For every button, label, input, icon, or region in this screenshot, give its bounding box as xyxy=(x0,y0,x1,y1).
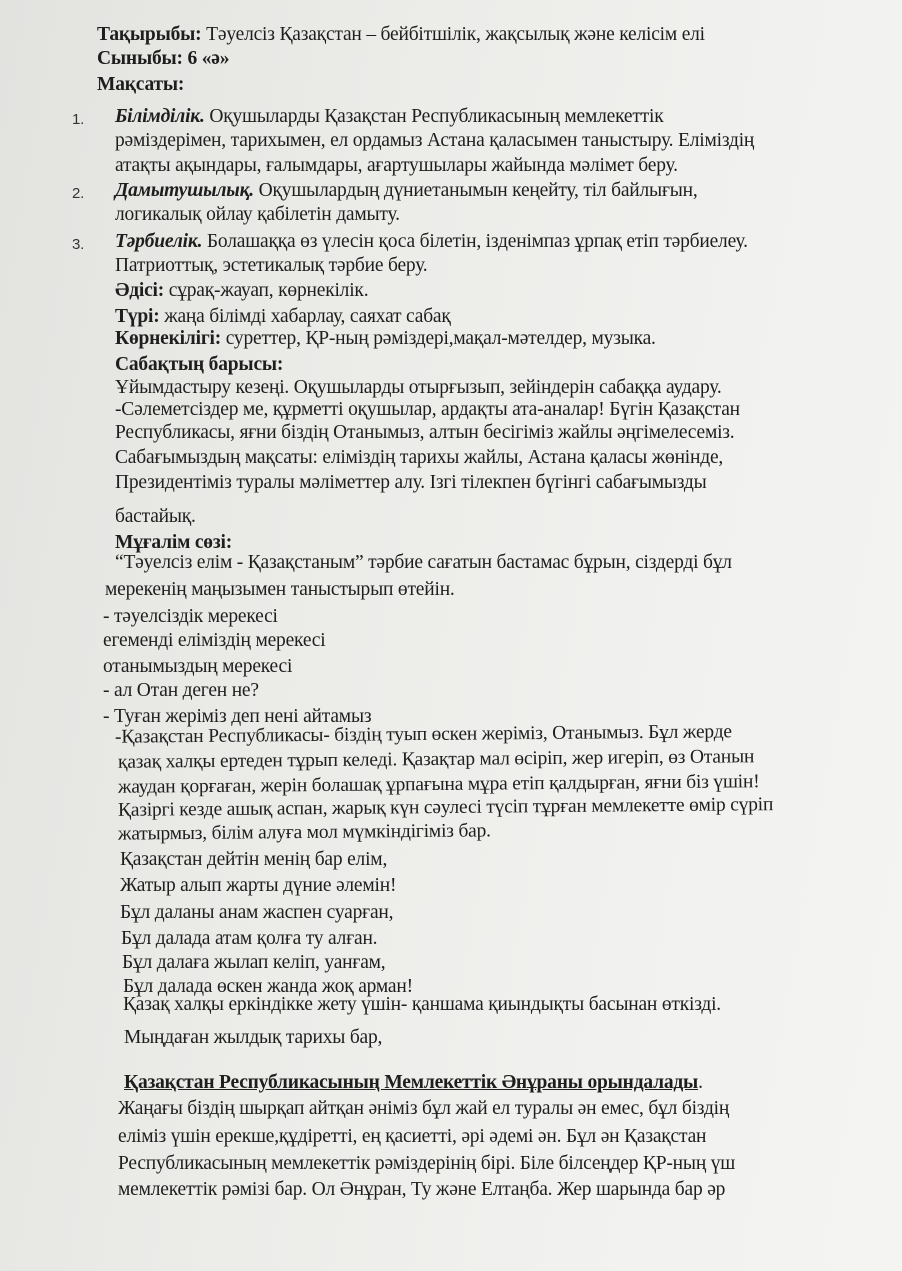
line-text: қазақ халқы ертеден тұрып келеді. Қазақтар мал өсіріп, жер игеріп, өз Отанын xyxy=(117,746,755,773)
text-line xyxy=(115,130,754,152)
line-text: Президентіміз туралы мәліметтер алу. Ізгі тілекпен бүгінгі сабағымызды xyxy=(115,472,707,493)
text-line xyxy=(124,1027,382,1049)
line-text: -Қазақстан Республикасы- біздің туып өскен жеріміз, Отанымыз. Бұл жерде xyxy=(114,721,732,748)
bold-label: Түрі: xyxy=(115,306,160,327)
line-text: Тәуелсіз Қазақстан – бейбітшілік, жақсылық және келісім елі xyxy=(201,24,705,45)
text-line xyxy=(115,306,451,328)
bold-label: Әдісі: xyxy=(115,280,165,301)
bold-label: Тәрбиелік. xyxy=(115,231,203,252)
line-text: Болашаққа өз үлесін қоса білетін, ізденімпаз ұрпақ етіп тәрбиелеу. xyxy=(202,231,748,252)
text-line xyxy=(118,820,491,845)
bold-label: Көрнекілігі: xyxy=(115,328,222,349)
text-line xyxy=(103,656,292,678)
text-line xyxy=(115,532,232,554)
text-line xyxy=(115,399,740,421)
line-text: Бұл далаға жылап келіп, уанғам, xyxy=(122,952,386,973)
text-line xyxy=(122,952,385,974)
line-text: Жатыр алып жарты дүние әлемін! xyxy=(120,875,397,896)
text-line xyxy=(115,204,400,226)
text-line xyxy=(115,255,427,277)
line-text: атақты ақындары, ғалымдары, ағартушылары жайында мәлімет беру. xyxy=(115,155,678,176)
bold-label: Сабақтың барысы: xyxy=(115,354,284,375)
text-line xyxy=(123,994,721,1016)
text-line xyxy=(72,106,664,128)
text-line xyxy=(115,721,732,748)
text-line xyxy=(115,422,734,444)
text-line xyxy=(115,552,732,574)
line-text: Қазақстан дейтін менің бар елім, xyxy=(120,849,388,870)
bold-label: Тақырыбы: xyxy=(97,24,202,45)
line-text: Ұйымдастыру кезеңі. Оқушыларды отырғызып, зейіндерін сабаққа аудару. xyxy=(115,377,722,398)
line-text: - Туған жеріміз деп нені айтамыз xyxy=(103,706,372,727)
list-number: 2. xyxy=(72,185,85,202)
bold-label: Мұғалім сөзі: xyxy=(115,532,232,553)
text-line xyxy=(115,472,707,494)
line-text: -Сәлеметсіздер ме, құрметті оқушылар, ардақты ата-аналар! Бүгін Қазақстан xyxy=(115,399,740,420)
line-text: - ал Отан деген не? xyxy=(103,680,259,701)
line-text: жатырмыз, білім алуға мол мүмкіндігіміз бар. xyxy=(117,820,491,845)
bold-label: Дамытушылық. xyxy=(115,180,254,201)
line-text: Сабағымыздың мақсаты: еліміздің тарихы жайлы, Астана қаласы жөнінде, xyxy=(115,447,724,468)
line-text: мемлекеттік рәмізі бар. Ол Әнұран, Ту және Елтаңба. Жер шарында бар әр xyxy=(118,1179,726,1200)
bold-label: Сыныбы: 6 «ә» xyxy=(97,48,230,69)
bold-label: Мақсаты: xyxy=(97,74,185,95)
text-line xyxy=(120,902,393,924)
line-text: Бұл далада өскен жанда жоқ арман! xyxy=(123,976,413,997)
line-text: жаудан қорғаған, жерін болашақ ұрпағына мұра етіп қалдырған, яғни біз үшін! xyxy=(117,771,760,798)
text-line xyxy=(118,794,773,822)
line-text: Бұл далада атам қолға ту алған. xyxy=(121,928,378,949)
line-text: Республикасының мемлекеттік рәміздерінің бірі. Біле білсеңдер ҚР-ның үш xyxy=(118,1153,736,1174)
text-line xyxy=(105,579,455,601)
line-text: отанымыздың мерекесі xyxy=(103,656,293,677)
line-text: “Тәуелсіз елім - Қазақстаным” тәрбие сағатын бастамас бұрын, сіздерді бұл xyxy=(115,552,732,573)
line-text: - тәуелсіздік мерекесі xyxy=(103,606,278,627)
line-text: рәміздерімен, тарихымен, ел ордамыз Астана қаласымен таныстыру. Еліміздің xyxy=(115,130,755,151)
text-line xyxy=(115,447,723,469)
line-text: . xyxy=(698,1072,703,1093)
line-text: бастайық. xyxy=(115,506,196,527)
text-line xyxy=(121,928,377,950)
text-line xyxy=(72,231,748,253)
line-text: Жаңағы біздің шырқап айтқан әніміз бұл жай ел туралы ән емес, бұл біздің xyxy=(118,1098,730,1119)
line-text: жаңа білімді хабарлау, саяхат сабақ xyxy=(159,306,451,327)
text-line xyxy=(103,630,325,652)
text-line xyxy=(118,1126,706,1148)
text-line xyxy=(120,875,396,897)
line-text: Қазақ халқы еркіндікке жету үшін- қаншама қиындықты басынан өткізді. xyxy=(123,994,721,1015)
line-text: Қазіргі кезде ашық аспан, жарық күн сәулесі түсіп тұрған мемлекетте өмір сүріп xyxy=(117,794,774,821)
text-line xyxy=(97,24,705,46)
line-text: еліміз үшін ерекше,құдіретті, ең қасиетті, әрі әдемі ән. Бұл ән Қазақстан xyxy=(118,1126,707,1147)
section-heading: Қазақстан Республикасының Мемлекеттік Әнұраны орындалады xyxy=(124,1072,699,1093)
line-text: Бұл даланы анам жаспен суарған, xyxy=(120,902,394,923)
text-line xyxy=(118,1098,729,1120)
line-text: Патриоттық, эстетикалық тәрбие беру. xyxy=(115,255,428,276)
line-text: логикалық ойлау қабілетін дамыту. xyxy=(115,204,400,225)
line-text: Республикасы, яғни біздің Отанымыз, алтын бесігіміз жайлы әңгімелесеміз. xyxy=(115,422,735,443)
list-number: 3. xyxy=(72,236,85,253)
line-text: Мыңдаған жылдық тарихы бар, xyxy=(124,1027,383,1048)
text-line xyxy=(115,506,196,528)
text-line xyxy=(103,680,259,702)
text-line xyxy=(72,180,698,202)
text-line xyxy=(118,746,754,774)
line-text: мерекенің маңызымен таныстырып өтейін. xyxy=(105,579,455,600)
text-line xyxy=(97,48,229,70)
line-text: суреттер, ҚР-ның рәміздері,мақал-мәтелдер, музыка. xyxy=(221,328,656,349)
text-line xyxy=(115,280,368,302)
text-line xyxy=(97,74,184,96)
list-number: 1. xyxy=(72,111,85,128)
text-line xyxy=(115,354,283,376)
line-text: егеменді еліміздің мерекесі xyxy=(103,630,326,651)
text-line xyxy=(115,328,656,350)
text-line xyxy=(124,1072,703,1094)
line-text: Оқушыларды Қазақстан Республикасының мемлекеттік xyxy=(204,106,664,127)
text-line xyxy=(118,1179,725,1201)
text-line xyxy=(115,377,722,399)
text-line xyxy=(120,849,387,871)
text-line xyxy=(115,155,678,177)
text-line xyxy=(103,606,278,628)
text-line xyxy=(118,1153,735,1175)
line-text: сұрақ-жауап, көрнекілік. xyxy=(164,280,369,301)
bold-label: Білімділік. xyxy=(115,106,205,127)
line-text: Оқушылардың дүниетанымын кеңейту, тіл байлығын, xyxy=(253,180,698,201)
